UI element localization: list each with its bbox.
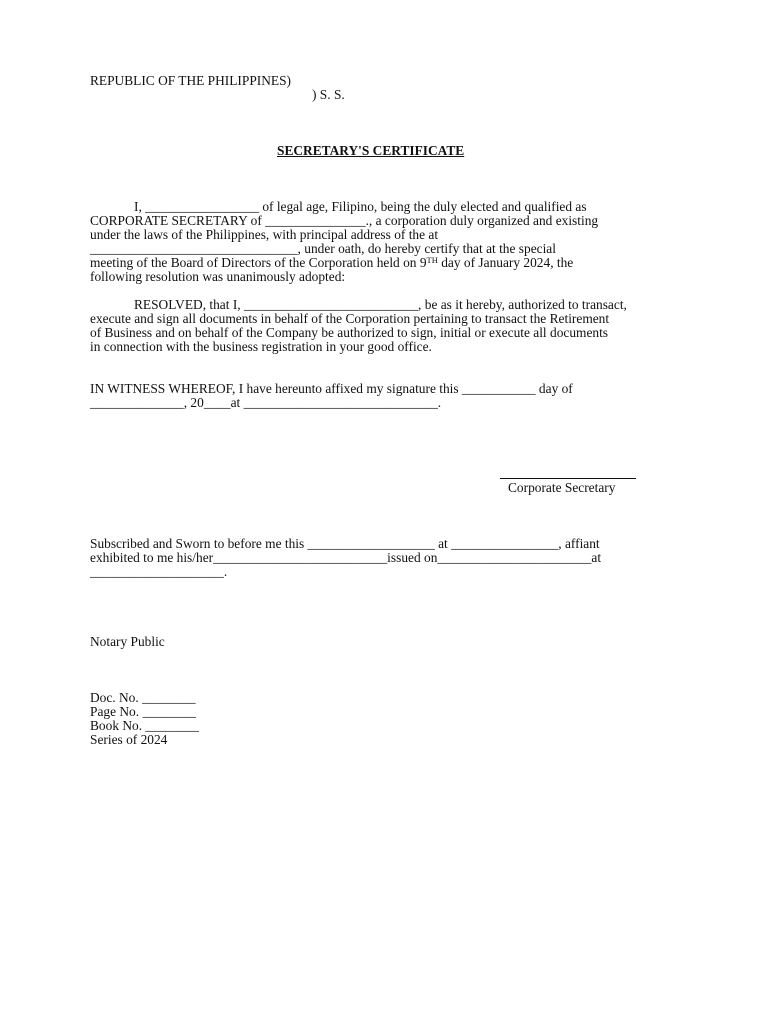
page-number: Page No. ________ [90,704,197,719]
witness-paragraph [90,382,678,410]
series-year: Series of 2024 [90,732,168,747]
signature-line [500,478,636,479]
resolution-line: in connection with the business registration in your good office. [90,339,432,354]
witness-line: IN WITNESS WHEREOF, I have hereunto affixed my signature this ___________ day of [90,381,573,396]
document-title: SECRETARY'S CERTIFICATE [277,143,465,158]
intro-line: I, _________________ of legal age, Filipino, being the duly elected and qualified as [134,199,587,214]
intro-paragraph [90,200,678,284]
meeting-date-text: day of January 2024, the [437,255,574,270]
header-republic: REPUBLIC OF THE PHILIPPINES) [90,73,292,88]
resolution-paragraph [90,298,678,354]
intro-line: following resolution was unanimously adopted: [90,269,346,284]
intro-line-meeting [90,256,678,270]
resolution-line: execute and sign all documents in behalf of the Corporation pertaining to transact the Retirement [90,311,610,326]
doc-number: Doc. No. ________ [90,690,196,705]
intro-line: CORPORATE SECRETARY of _______________., a corporation duly organized and existing [90,213,599,228]
subscribed-line: exhibited to me his/her__________________________issued on_______________________at [90,550,602,565]
signature-label: Corporate Secretary [508,480,616,495]
witness-line: ______________, 20____at _____________________________. [90,395,442,410]
header-ss: ) S. S. [312,87,345,102]
intro-line: under the laws of the Philippines, with principal address of the at [90,227,439,242]
resolution-line: of Business and on behalf of the Company be authorized to sign, initial or execute all documents [90,325,609,340]
subscribed-line: Subscribed and Sworn to before me this ___________________ at ________________, affiant [90,536,600,551]
meeting-text: meeting of the Board of Directors of the Corporation held on 9 [90,255,427,270]
resolution-line: RESOLVED, that I, __________________________, be as it hereby, authorized to transact, [134,297,627,312]
subscribed-paragraph [90,537,678,579]
intro-line: _______________________________, under oath, do hereby certify that at the special [90,241,556,256]
subscribed-line: ____________________. [90,564,228,579]
ordinal-suffix: TH [426,255,438,265]
notary-public-label: Notary Public [90,634,165,649]
book-number: Book No. ________ [90,718,199,733]
